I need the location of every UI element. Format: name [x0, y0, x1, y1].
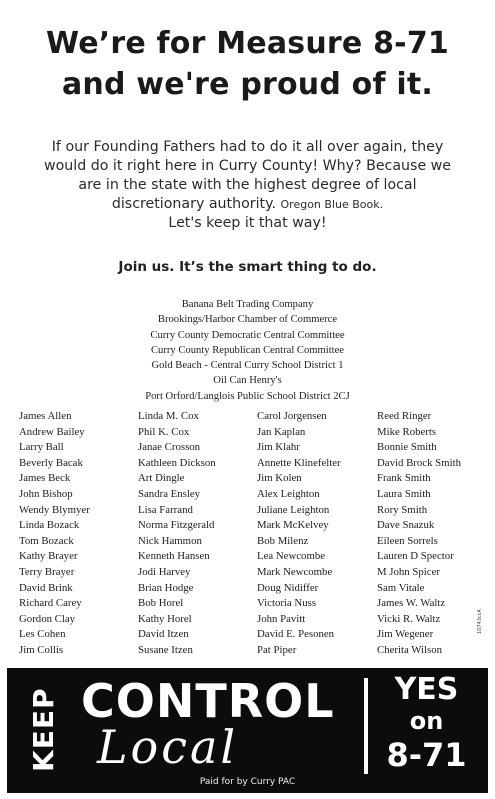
- organization: Gold Beach - Central Curry School District 1: [151, 360, 344, 372]
- supporter-column-1: [19, 409, 90, 659]
- headline-line-2: and we're proud of it.: [61, 67, 434, 102]
- organization: Oil Can Henry's: [213, 375, 282, 387]
- supporter-name: Jim Klahr: [257, 441, 300, 454]
- supporter-name: Victoria Nuss: [257, 597, 317, 610]
- supporter-name: Linda Bozack: [19, 519, 80, 532]
- supporter-name: Sandra Ensley: [138, 487, 201, 500]
- on-label: on: [409, 707, 444, 735]
- supporter-name: Jodi Harvey: [138, 565, 191, 578]
- supporter-name: Norma Fitzgerald: [138, 519, 215, 532]
- ad-code: 10743ccA: [477, 609, 483, 634]
- supporter-name: Art Dingle: [138, 472, 185, 485]
- supporter-name: Jim Kolen: [257, 472, 302, 485]
- control-label: CONTROL: [81, 674, 335, 728]
- organization: Curry County Republican Central Committee: [150, 344, 344, 356]
- supporter-name: David Brink: [19, 581, 73, 594]
- supporter-name: Jim Collis: [19, 643, 64, 656]
- supporter-column-2: [138, 409, 216, 659]
- supporter-name: Jim Wegener: [377, 628, 434, 641]
- supporter-name: Laura Smith: [377, 487, 431, 500]
- voters-pamphlet-ad: [7, 6, 488, 793]
- supporter-name: Kathy Horel: [138, 612, 192, 625]
- organization: Banana Belt Trading Company: [181, 299, 314, 310]
- supporter-name: Pat Piper: [257, 643, 297, 656]
- supporter-name: Mike Roberts: [377, 425, 437, 438]
- organization: Curry County Democratic Central Committee: [150, 329, 345, 341]
- supporter-name: Andrew Bailey: [19, 425, 85, 438]
- supporter-name: Eileen Sorrels: [377, 534, 438, 547]
- intro-line: are in the state with the highest degree of local: [78, 177, 417, 193]
- supporter-name: Brian Hodge: [138, 581, 194, 594]
- supporter-name: Vicki R. Waltz: [377, 612, 441, 625]
- supporter-column-4: [377, 409, 461, 659]
- local-label: Local: [97, 720, 239, 774]
- supporter-name: Tom Bozack: [19, 534, 74, 547]
- supporter-name: Bob Horel: [138, 597, 184, 610]
- supporter-name: James Beck: [19, 472, 71, 485]
- supporter-name: Kathy Brayer: [19, 550, 78, 563]
- intro-line-text: discretionary authority.: [111, 196, 276, 212]
- supporter-name: Linda M. Cox: [138, 410, 199, 422]
- supporter-name: James Allen: [19, 410, 72, 422]
- supporter-name: Susane Itzen: [138, 643, 193, 656]
- intro-line: Let's keep it that way!: [168, 215, 327, 231]
- organization: Port Orford/Langlois Public School District 2CJ: [145, 390, 350, 402]
- supporter-name: James W. Waltz: [377, 597, 446, 610]
- call-to-action: Join us. It’s the smart thing to do.: [118, 259, 377, 275]
- supporter-name: Doug Nidiffer: [257, 581, 319, 594]
- supporter-name: Rory Smith: [377, 503, 428, 516]
- supporter-column-3: [257, 409, 341, 659]
- supporter-name: David Brock Smith: [377, 456, 461, 469]
- supporter-name: Dave Snazuk: [377, 519, 435, 532]
- supporter-name: John Pavitt: [257, 612, 306, 625]
- organization-list: [7, 297, 488, 404]
- banner-divider: [364, 678, 368, 774]
- supporter-name: Cherita Wilson: [377, 643, 443, 656]
- supporter-name: John Bishop: [19, 487, 73, 500]
- supporter-name: Lauren D Spector: [377, 550, 454, 563]
- intro-line: If our Founding Fathers had to do it all over again, they: [51, 139, 444, 155]
- supporter-name: Bob Milenz: [257, 534, 309, 547]
- supporter-name: Sam Vitale: [377, 581, 425, 594]
- supporter-name: Lisa Farrand: [138, 503, 193, 516]
- supporter-name: Juliane Leighton: [257, 503, 330, 516]
- supporter-list: [7, 409, 488, 659]
- supporter-name: Beverly Bacak: [19, 456, 83, 469]
- supporter-name: Mark McKelvey: [257, 519, 329, 532]
- supporter-name: Nick Hammon: [138, 534, 202, 547]
- yes-label: YES: [394, 672, 459, 707]
- supporter-name: Janae Crosson: [138, 441, 201, 454]
- supporter-name: Bonnie Smith: [377, 441, 437, 454]
- supporter-name: Gordon Clay: [19, 612, 76, 625]
- citation: Oregon Blue Book.: [280, 198, 384, 211]
- supporter-name: Annette Klinefelter: [257, 456, 341, 469]
- intro-paragraph: [25, 138, 470, 233]
- supporter-name: Jan Kaplan: [257, 425, 306, 438]
- keep-control-local-banner: [7, 668, 488, 793]
- supporter-name: David Itzen: [138, 628, 189, 641]
- measure-number: 8-71: [386, 736, 467, 774]
- supporter-name: Lea Newcombe: [257, 550, 326, 563]
- supporter-name: Richard Carey: [19, 597, 82, 610]
- supporter-name: Frank Smith: [377, 472, 431, 485]
- intro-line: [25, 195, 470, 214]
- supporter-name: Carol Jorgensen: [257, 410, 327, 422]
- supporter-name: Phil K. Cox: [138, 425, 190, 438]
- supporter-name: Alex Leighton: [257, 487, 320, 500]
- supporter-name: Wendy Blymyer: [19, 503, 90, 516]
- keep-label: KEEP: [27, 687, 60, 772]
- supporter-name: Larry Ball: [19, 441, 64, 454]
- supporter-name: Les Cohen: [19, 628, 66, 641]
- supporter-name: Kenneth Hansen: [138, 550, 210, 563]
- supporter-name: M John Spicer: [377, 565, 440, 578]
- supporter-name: Reed Ringer: [377, 410, 432, 422]
- paid-for-notice: Paid for by Curry PAC: [199, 777, 296, 787]
- supporter-name: David E. Pesonen: [257, 628, 335, 641]
- supporter-name: Terry Brayer: [19, 565, 75, 578]
- supporter-name: Kathleen Dickson: [138, 456, 216, 469]
- supporter-name: Mark Newcombe: [257, 565, 333, 578]
- headline-line-1: We’re for Measure 8-71: [46, 26, 449, 61]
- organization: Brookings/Harbor Chamber of Commerce: [157, 314, 338, 326]
- intro-line: would do it right here in Curry County! Why? Because we: [43, 158, 452, 174]
